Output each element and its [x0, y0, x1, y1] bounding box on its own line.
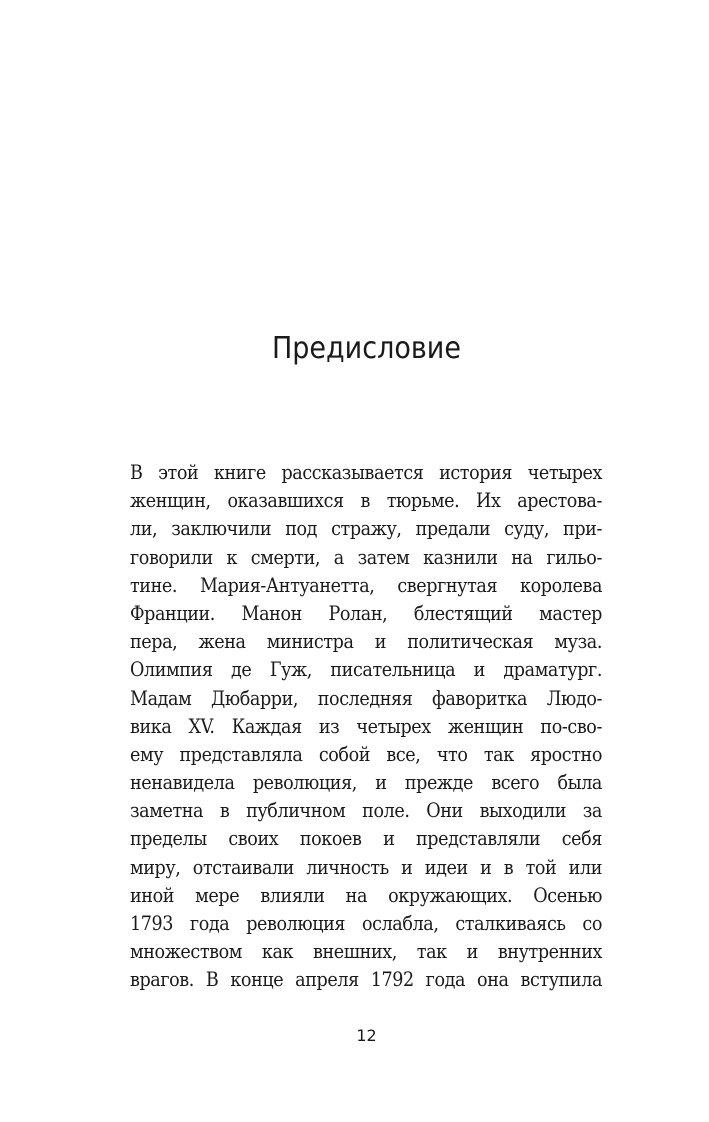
chapter-title: Предисловие — [271, 331, 461, 366]
text-line: женщин, оказавшихся в тюрьме. Их арестова- — [130, 489, 602, 513]
text-line: Мадам Дюбарри, последняя фаворитка Людо- — [130, 686, 602, 710]
text-line: Франции. Манон Ролан, блестящий мастер — [130, 601, 602, 625]
text-line: ненавидела революция, и прежде всего была — [130, 771, 602, 795]
text-line: множеством как внешних, так и внутренних — [130, 940, 602, 964]
text-line: врагов. В конце апреля 1792 года она вступила — [130, 968, 602, 992]
body-text — [130, 459, 602, 995]
text-line: ему представляла собой все, что так яростно — [130, 742, 602, 766]
text-line: пределы своих покоев и представляли себя — [130, 827, 602, 851]
text-line: иной мере влияли на окружающих. Осенью — [130, 883, 602, 907]
text-line: тине. Мария-Антуанетта, свергнутая королева — [130, 573, 602, 597]
text-line: 1793 года революция ослабла, сталкиваясь со — [130, 912, 602, 935]
text-line: заметна в публичном поле. Они выходили за — [130, 799, 602, 823]
page-number: 12 — [356, 1026, 377, 1045]
text-line: ли, заключили под стражу, предали суду, при- — [130, 517, 602, 541]
text-line: Олимпия де Гуж, писательница и драматург. — [130, 658, 602, 682]
text-line: говорили к смерти, а затем казнили на гильо- — [130, 545, 602, 569]
text-line: вика XV. Каждая из четырех женщин по-сво- — [130, 714, 602, 738]
text-line: миру, отстаивали личность и идеи и в той или — [130, 855, 602, 879]
text-line: пера, жена министра и политическая муза. — [130, 630, 602, 654]
text-line: В этой книге рассказывается история четырех — [130, 461, 602, 484]
